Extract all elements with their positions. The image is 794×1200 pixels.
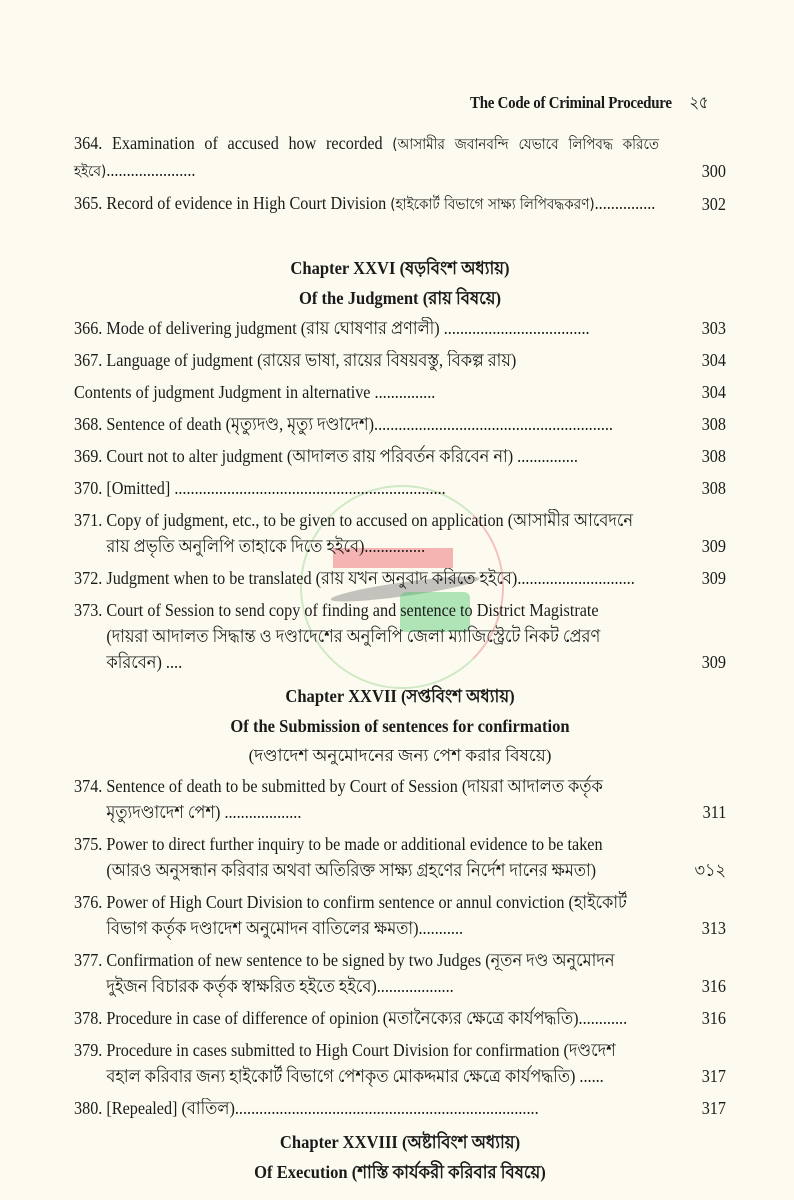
page-ref: ৩১২ <box>694 860 726 880</box>
section-title: Sentence of death to be submitted by Court of Session (দায়রা আদালত কর্তৃক <box>106 776 603 796</box>
page-ref: 302 <box>701 194 726 214</box>
section-title: Court not to alter judgment (আদালত রায় পরিবর্তন করিবেন না) ............... <box>106 446 578 466</box>
page-ref: 309 <box>701 568 726 588</box>
toc-entry-376[interactable]: 376. Power of High Court Division to confirm sentence or annul conviction (হাইকোর্ট বিভাগ কর্তৃক দণ্ডাদেশ অনুমোদন বাতিলের ক্ষমতা)........... 313 <box>74 889 726 941</box>
toc-entry-370[interactable]: 370. [Omitted] ................................................................... 308 <box>74 475 726 501</box>
toc-entry-378[interactable]: 378. Procedure in case of difference of opinion (মতানৈক্যের ক্ষেত্রে কার্যপদ্ধতি)............ 316 <box>74 1005 726 1031</box>
section-title: Power of High Court Division to confirm sentence or annul conviction (হাইকোর্ট <box>106 892 627 912</box>
section-title: Procedure in cases submitted to High Court Division for confirmation (দণ্ডদেশ <box>106 1040 616 1060</box>
toc-entry-379[interactable]: 379. Procedure in cases submitted to High Court Division for confirmation (দণ্ডদেশ বহাল করিবার জন্য হাইকোর্ট বিভাগে পেশকৃত মোকদ্দমার ক্ষেত্রে কার্যপদ্ধতি) ...... 317 <box>74 1037 726 1089</box>
section-title: [Repealed] (বাতিল)........................................................................... <box>106 1098 539 1118</box>
page-ref: 309 <box>701 652 726 672</box>
section-title-bengali: (হাইকোর্ট বিভাগে সাক্ষ্য লিপিবদ্ধকরণ) <box>390 195 595 213</box>
page-ref: 317 <box>701 1066 726 1086</box>
page-ref: 311 <box>702 802 726 822</box>
page-ref: 304 <box>701 350 726 370</box>
page-ref: 304 <box>701 382 726 402</box>
book-title: The Code of Criminal Procedure <box>470 93 672 112</box>
toc-entry-374[interactable]: 374. Sentence of death to be submitted by Court of Session (দায়রা আদালত কর্তৃক মৃত্যুদণ্ডাদেশ পেশ) ................... 311 <box>74 773 726 825</box>
chapter-heading-xxvi: Chapter XXVI (ষড়বিংশ অধ্যায়) <box>290 258 510 278</box>
chapter-heading-xxvii: Chapter XXVII (সপ্তবিংশ অধ্যায়) <box>285 686 515 706</box>
chapter-title-judgment: Of the Judgment (রায় বিষয়ে) <box>298 288 502 308</box>
toc-entry-377[interactable]: 377. Confirmation of new sentence to be signed by two Judges (নূতন দণ্ড অনুমোদন দুইজন বিচারক কর্তৃক স্বাক্ষরিত হইতে হইবে)................... 316 <box>74 947 726 999</box>
toc-entry-366[interactable]: 366. Mode of delivering judgment (রায় ঘোষণার প্রণালী) .................................... 303 <box>74 315 726 341</box>
chapter-subtitle-bengali: (দণ্ডাদেশ অনুমোদনের জন্য পেশ করার বিষয়ে) <box>248 746 552 765</box>
section-title: Contents of judgment Judgment in alternative ............... <box>74 382 436 402</box>
page-ref: 308 <box>701 478 726 498</box>
section-title-bengali: (আসামীর জবানবন্দি যেভাবে লিপিবদ্ধ করিতে হইবে) <box>74 135 660 180</box>
section-number: 364. <box>74 133 103 153</box>
toc-entry-372[interactable]: 372. Judgment when to be translated (রায় যখন অনুবাদ করিতে হইবে)............................. 309 <box>74 565 726 591</box>
section-title: Power to direct further inquiry to be made or additional evidence to be taken <box>106 834 603 854</box>
chapter-title-submission: Of the Submission of sentences for confirmation <box>230 716 570 736</box>
toc-entry-364[interactable]: 364. Examination of accused how recorded (আসামীর জবানবন্দি যেভাবে লিপিবদ্ধ করিতে হইবে)...................... 300 <box>74 130 726 184</box>
chapter-heading-xxviii: Chapter XXVIII (অষ্টাবিংশ অধ্যায়) <box>279 1132 521 1152</box>
page-ref: 303 <box>701 318 726 338</box>
page-ref: 309 <box>701 536 726 556</box>
section-title: Sentence of death (মৃত্যুদণ্ড, মৃত্যু দণ্ডাদেশ)........................................................... <box>106 414 613 434</box>
toc-entry-371[interactable]: 371. Copy of judgment, etc., to be given to accused on application (আসামীর আবেদনে রায় প্রভৃতি অনুলিপি তাহাকে দিতে হইবে)............... 309 <box>74 507 726 559</box>
section-title: Mode of delivering judgment (রায় ঘোষণার প্রণালী) .................................... <box>106 318 590 338</box>
toc-entry-368[interactable]: 368. Sentence of death (মৃত্যুদণ্ড, মৃত্যু দণ্ডাদেশ)........................................................... 308 <box>74 411 726 437</box>
section-title: [Omitted] ................................................................... <box>106 478 446 498</box>
section-title: Examination of accused how recorded <box>111 133 383 153</box>
page-ref: 313 <box>701 918 726 938</box>
section-title: Court of Session to send copy of finding and sentence to District Magistrate <box>106 600 599 620</box>
toc-entry-367[interactable]: 367. Language of judgment (রায়ের ভাষা, রায়ের বিষয়বস্তু, বিকল্প রায়) 304 <box>74 347 726 373</box>
toc-entry-369[interactable]: 369. Court not to alter judgment (আদালত রায় পরিবর্তন করিবেন না) ............... 308 <box>74 443 726 469</box>
page-number: ২৫ <box>689 93 709 112</box>
section-title: Judgment when to be translated (রায় যখন অনুবাদ করিতে হইবে)............................. <box>106 568 635 588</box>
page-ref: 316 <box>701 976 726 996</box>
section-number: 365. <box>74 193 103 213</box>
section-title: Language of judgment (রায়ের ভাষা, রায়ের বিষয়বস্তু, বিকল্প রায়) <box>106 350 517 370</box>
toc-entry-contents-of-judgment[interactable] <box>74 379 726 405</box>
toc-entry-380[interactable]: 380. [Repealed] (বাতিল)........................................................................... 317 <box>74 1095 726 1121</box>
page-ref: 308 <box>701 446 726 466</box>
table-of-contents <box>74 130 726 1189</box>
section-title: Procedure in case of difference of opinion (মতানৈক্যের ক্ষেত্রে কার্যপদ্ধতি)............ <box>106 1008 628 1028</box>
page-ref: 316 <box>701 1008 726 1028</box>
chapter-title-execution: Of Execution (শাস্তি কার্যকরী করিবার বিষয়ে) <box>254 1162 546 1182</box>
toc-entry-375[interactable]: 375. Power to direct further inquiry to be made or additional evidence to be taken (আরও অনুসন্ধান করিবার অথবা অতিরিক্ত সাক্ষ্য গ্রহণের নির্দেশ দানের ক্ষমতা) ৩১২ <box>74 831 726 883</box>
page-ref: 317 <box>701 1098 726 1118</box>
section-title: Confirmation of new sentence to be signed by two Judges (নূতন দণ্ড অনুমোদন <box>106 950 615 970</box>
toc-entry-365[interactable]: 365. Record of evidence in High Court Division (হাইকোর্ট বিভাগে সাক্ষ্য লিপিবদ্ধকরণ)............... 302 <box>74 190 726 217</box>
running-header <box>470 90 708 118</box>
toc-entry-373[interactable]: 373. Court of Session to send copy of finding and sentence to District Magistrate (দায়রা আদালত সিদ্ধান্ত ও দণ্ডাদেশের অনুলিপি জেলা ম্যাজিস্ট্রেটে নিকট প্রেরণ করিবেন) .... 309 <box>74 597 726 675</box>
page-ref: 300 <box>701 161 726 181</box>
page-ref: 308 <box>701 414 726 434</box>
section-title: Record of evidence in High Court Division <box>106 193 387 213</box>
section-title: Copy of judgment, etc., to be given to accused on application (আসামীর আবেদনে <box>106 510 634 530</box>
